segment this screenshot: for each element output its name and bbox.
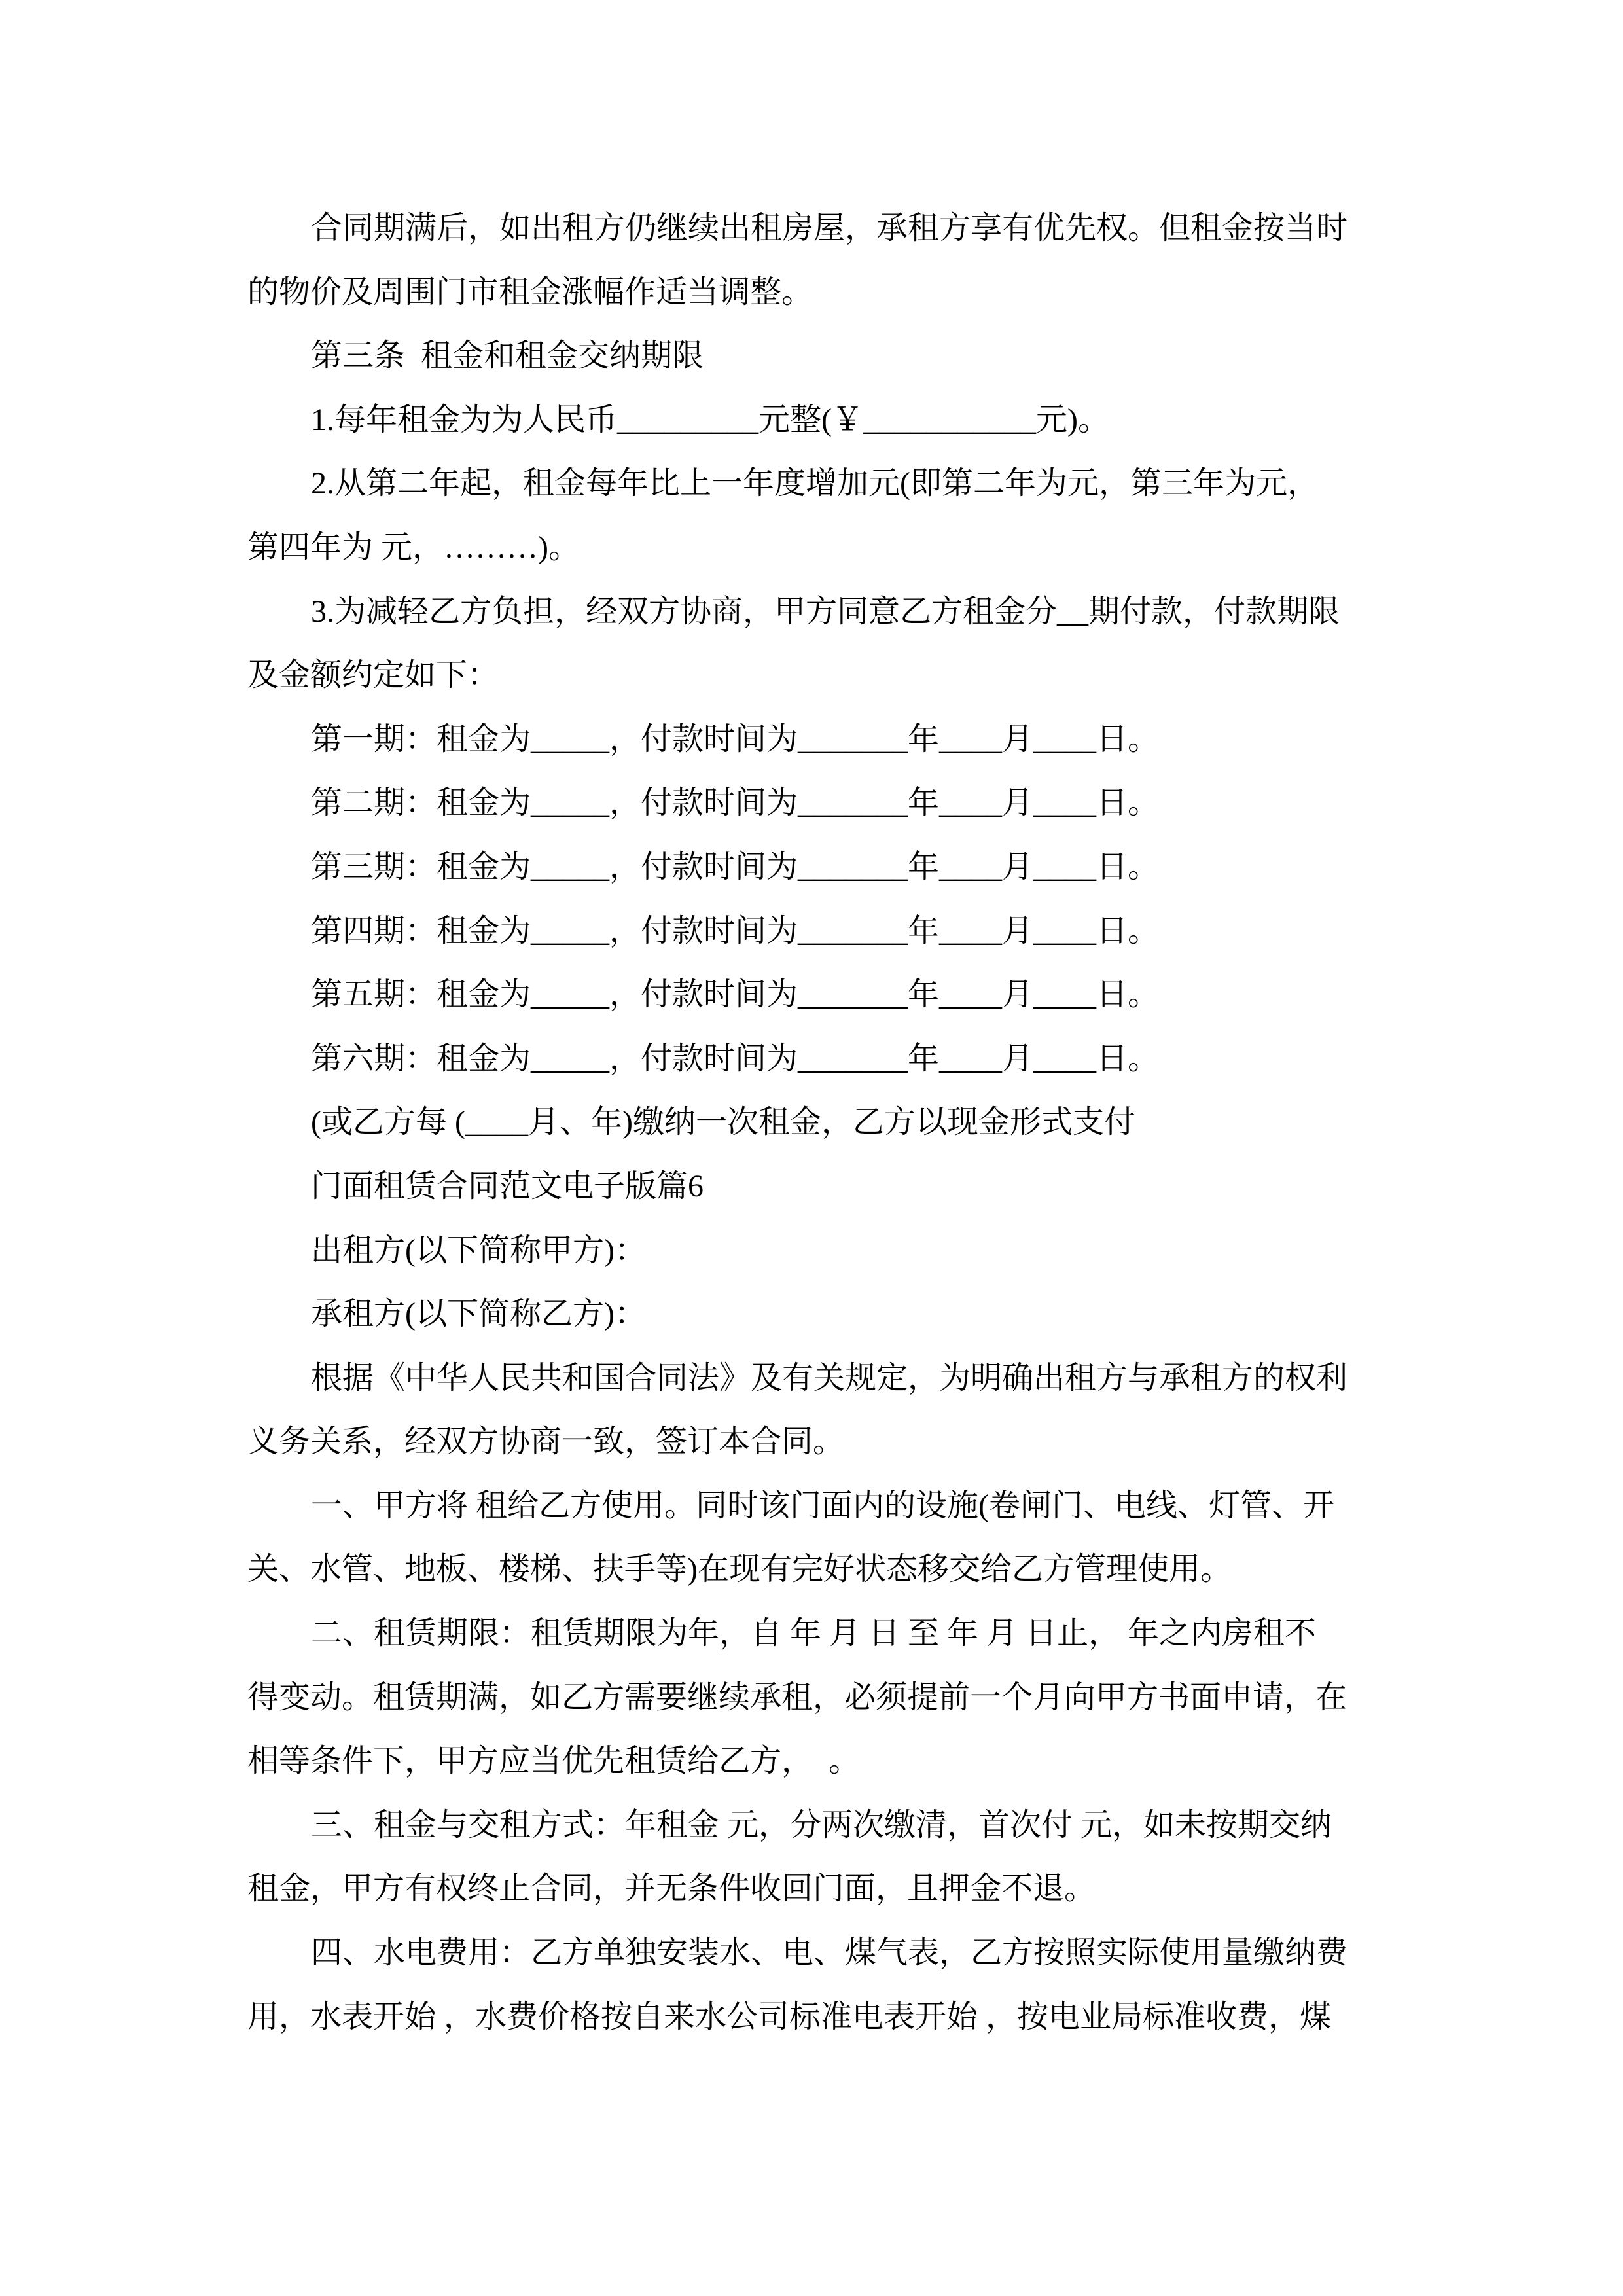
lessee-line: 承租方(以下简称乙方)： (311, 1297, 646, 1332)
payment-period-line: 第一期：租金为_____，付款时间为_______年____月____日。 (311, 721, 1160, 757)
clause-line: 得变动。租赁期满，如乙方需要继续承租，必须提前一个月向甲方书面申请，在 (247, 1679, 1347, 1715)
clause-line: 用，水表开始 ，水费价格按自来水公司标准电表开始 ，按电业局标准收费，煤 (247, 1999, 1332, 2034)
clause-line: 1.每年租金为为人民币_________元整(￥___________元)。 (311, 402, 1109, 437)
clause-line: 三、租金与交租方式：年租金 元，分两次缴清，首次付 元，如未按期交纳 (311, 1807, 1332, 1842)
clause-line: 及金额约定如下： (247, 658, 499, 693)
document-page (247, 196, 1381, 2049)
payment-period-line: 第五期：租金为_____，付款时间为_______年____月____日。 (311, 977, 1160, 1013)
payment-period-line: 第四期：租金为_____，付款时间为_______年____月____日。 (311, 913, 1160, 948)
clause-line: 2.从第二年起，租金每年比上一年度增加元(即第二年为元，第三年为元， (311, 466, 1319, 501)
lessor-line: 出租方(以下简称甲方)： (311, 1232, 646, 1268)
payment-period-line: 第二期：租金为_____，付款时间为_______年____月____日。 (311, 785, 1160, 821)
clause-line: (或乙方每 (____月、年)缴纳一次租金，乙方以现金形式支付 (311, 1105, 1135, 1140)
paragraph-line: 合同期满后，如出租方仍继续出租房屋，承租方享有优先权。但租金按当时 (311, 211, 1348, 245)
contract-title: 门面租赁合同范文电子版篇6 (311, 1168, 704, 1204)
clause-line: 相等条件下，甲方应当优先租赁给乙方， 。 (247, 1744, 861, 1779)
section-heading: 第三条 租金和租金交纳期限 (311, 338, 704, 374)
clause-line: 四、水电费用：乙方单独安装水、电、煤气表，乙方按照实际使用量缴纳费 (311, 1935, 1348, 1971)
clause-line: 关、水管、地板、楼梯、扶手等)在现有完好状态移交给乙方管理使用。 (247, 1552, 1232, 1587)
payment-period-line: 第六期：租金为_____，付款时间为_______年____月____日。 (311, 1041, 1160, 1076)
clause-line: 二、租赁期限：租赁期限为年，自 年 月 日 至 年 月 日止， 年之内房租不 (311, 1616, 1317, 1651)
clause-line: 3.为减轻乙方负担，经双方协商，甲方同意乙方租金分__期付款，付款期限 (311, 594, 1340, 629)
clause-line: 租金，甲方有权终止合同，并无条件收回门面，且押金不退。 (247, 1871, 1096, 1907)
paragraph-line: 义务关系，经双方协商一致，签订本合同。 (247, 1424, 845, 1460)
clause-line: 第四年为 元，………)。 (247, 529, 580, 565)
paragraph-line: 的物价及周围门市租金涨幅作适当调整。 (247, 274, 813, 310)
payment-period-line: 第三期：租金为_____，付款时间为_______年____月____日。 (311, 849, 1160, 884)
paragraph-line: 根据《中华人民共和国合同法》及有关规定，为明确出租方与承租方的权利 (311, 1360, 1348, 1395)
clause-line: 一、甲方将 租给乙方使用。同时该门面内的设施(卷闸门、电线、灯管、开 (311, 1488, 1334, 1523)
